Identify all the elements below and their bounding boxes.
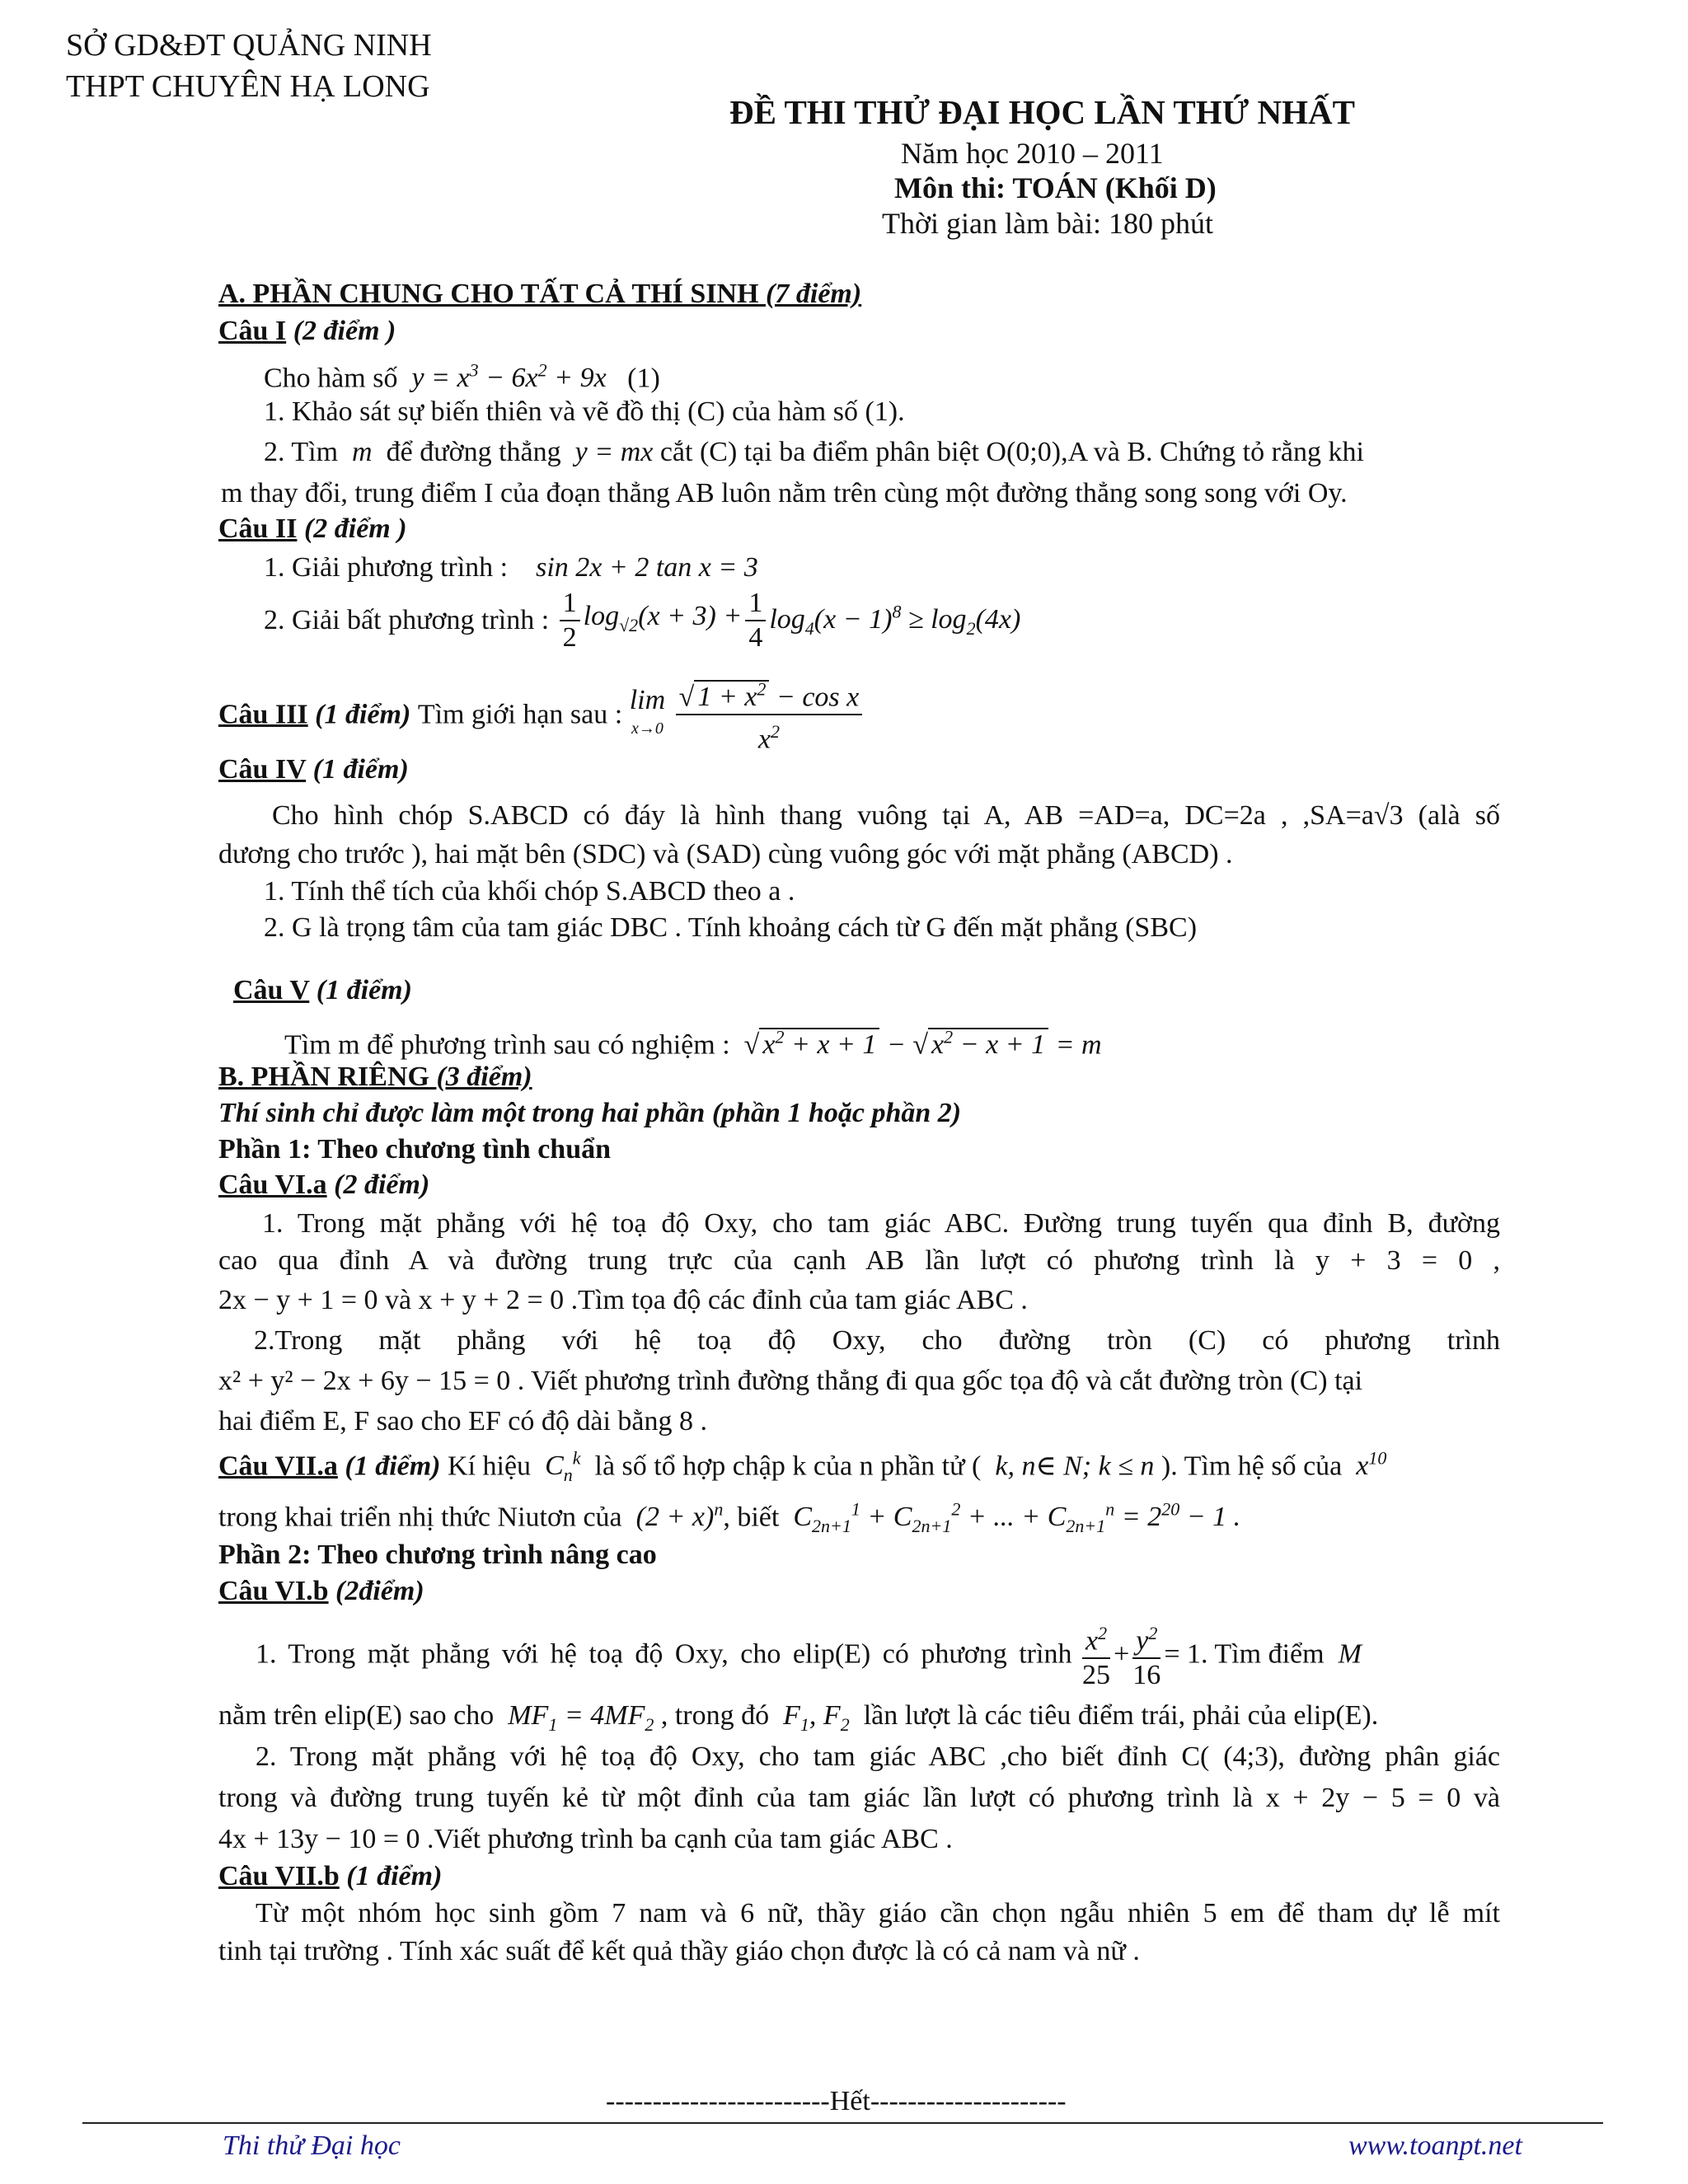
binomial: $(2 + x)^n$: [629, 1499, 724, 1533]
department-name: SỞ GD&ĐT QUẢNG NINH: [66, 28, 432, 63]
focal-condition: $MF_1 = 4MF_2$: [500, 1700, 654, 1735]
question-5-label: Câu V: [233, 975, 310, 1005]
question-7a-label: Câu VII.a: [218, 1451, 338, 1482]
item-2-text: 2. Giải bất phương trình :: [264, 605, 550, 635]
q7a-text-d: trong khai triển nhị thức Niutơn của: [218, 1502, 622, 1533]
question-6b-p2-line-3: 4x + 13y − 10 = 0 .Viết phương trình ba cạnh của tam giác ABC .: [218, 1824, 953, 1854]
function-intro: Cho hàm số: [264, 363, 398, 394]
item-2-part-c: cắt (C) tại ba điểm phân biệt O(0;0),A và B. Chứng tỏ rằng khi: [659, 437, 1364, 467]
function-formula: $y = x^3 - 6x^2 + 9x$: [404, 360, 607, 394]
question-4-label: Câu IV: [218, 754, 307, 785]
exam-duration: Thời gian làm bài: 180 phút: [882, 207, 1213, 240]
question-4-item-1: 1. Tính thể tích của khối chóp S.ABCD theo a .: [264, 876, 795, 907]
footer-website-link[interactable]: www.toanpt.net: [1348, 2130, 1522, 2161]
question-4-points: (1 điểm): [312, 754, 409, 785]
question-5-points: (1 điểm): [316, 975, 412, 1005]
question-7a-line-1: [218, 1441, 1386, 1493]
exam-title: ĐỀ THI THỬ ĐẠI HỌC LẦN THỨ NHẤT: [729, 93, 1356, 131]
question-6a-p2-line-1: 2.Trong mặt phẳng với hệ toạ độ Oxy, cho đường tròn (C) có phương trình: [254, 1325, 1500, 1356]
fraction-quarter: $\frac{1}{4}$: [745, 587, 766, 654]
exam-subject: Môn thi: TOÁN (Khối D): [894, 171, 1217, 204]
question-7a-points: (1 điểm): [345, 1451, 441, 1482]
q6b-text-a: 1. Trong mặt phẳng với hệ toạ độ Oxy, cho elip(E) có phương trình: [256, 1638, 1072, 1670]
question-6a-points: (2 điểm): [334, 1169, 430, 1200]
part-1-title: : Theo chương tình chuẩn: [302, 1134, 612, 1165]
question-4-line-1: Cho hình chóp S.ABCD có đáy là hình thang vuông tại A, AB =AD=a, DC=2a , ,SA=a√3 (alà số: [272, 800, 1500, 831]
q7a-text-e: , biết: [723, 1502, 780, 1533]
question-6b-p1-line-2: [218, 1698, 1378, 1743]
point-m: M: [1331, 1638, 1362, 1670]
question-1-intro: [264, 353, 660, 396]
school-name: THPT CHUYÊN HẠ LONG: [66, 69, 430, 104]
question-1-heading: [218, 316, 396, 347]
set-condition: k, n∈ N; k ≤ n: [987, 1451, 1161, 1482]
question-5-text: [284, 1019, 1102, 1063]
question-1-item-2: [264, 434, 1364, 471]
footer-divider: [82, 2122, 1603, 2124]
question-1-points: (2 điểm ): [293, 316, 396, 346]
question-3-points: (1 điểm): [315, 699, 411, 730]
question-6b-p1-line-1: 1. Trong mặt phẳng với hệ toạ độ Oxy, cho elip(E) có phương trình $\frac{x^2}{25}$ + $\frac{y^2}{16}$ = 1. Tìm điểm M: [256, 1617, 1362, 1692]
limit-fraction: $\frac{√ 1 + x^2 - \cos x}{x^2}$: [676, 673, 863, 757]
part-a-heading: [218, 279, 861, 310]
question-4-heading: [218, 754, 409, 785]
footer-left: Thi thử Đại học: [223, 2130, 401, 2161]
fraction-half: $\frac{1}{2}$: [560, 587, 580, 654]
question-2-item-2: [264, 587, 1020, 654]
ellipse-x-term: $\frac{x^2}{25}$: [1082, 1617, 1110, 1692]
log-expression: $\log_{√2}(x + 3)$ +: [583, 600, 743, 635]
combination-sum: $C_{2n+1}^1 + C_{2n+1}^2$ + ... + $C_{2n+1}^n = 2^{20} - 1$ .: [785, 1499, 1241, 1537]
question-6a-label: Câu VI.a: [218, 1169, 327, 1200]
part-2-heading: Phần 2: Theo chương trình nâng cao: [218, 1540, 657, 1570]
part-1-heading: [218, 1134, 611, 1165]
ellipse-y-term: $\frac{y^2}{16}$: [1132, 1617, 1160, 1692]
question-7b-line-1: Từ một nhóm học sinh gồm 7 nam và 6 nữ, thầy giáo cần chọn ngẫu nhiên 5 em để tham dự lễ mít: [256, 1898, 1500, 1929]
root-equation: √ $x^2 + x + 1$ − √ $x^2 - x + 1 = m$: [737, 1027, 1102, 1061]
question-3: [218, 673, 865, 757]
question-4-line-2: dương cho trước ), hai mặt bên (SDC) và (SAD) cùng vuông góc với mặt phẳng (ABCD) .: [218, 839, 1233, 869]
question-6b-label: Câu VI.b: [218, 1576, 329, 1606]
part-b-instruction: Thí sinh chỉ được làm một trong hai phần (phần 1 hoặc phần 2): [218, 1098, 962, 1128]
question-4-item-2: 2. G là trọng tâm của tam giác DBC . Tính khoảng cách từ G đến mặt phẳng (SBC): [264, 912, 1198, 943]
limit-operator: lim x→0: [629, 685, 666, 738]
q6b-text-d: , trong đó: [660, 1700, 770, 1731]
q7a-text-c: ). Tìm hệ số của: [1160, 1451, 1343, 1482]
question-6a-heading: [218, 1169, 429, 1201]
question-6b-p2-line-1: 2. Trong mặt phẳng với hệ toạ độ Oxy, cho tam giác ABC ,cho biết đỉnh C( (4;3), đường phân giác: [256, 1741, 1500, 1772]
end-marker: ------------------------Hết---------------------: [606, 2086, 1067, 2116]
question-1-item-1: 1. Khảo sát sự biến thiên và vẽ đồ thị (C) của hàm số (1).: [264, 396, 905, 427]
item-2-part-b: để đường thẳng: [386, 437, 561, 467]
question-7b-label: Câu VII.b: [218, 1861, 340, 1891]
log-expression-2: $\log_4(x - 1)^8 \ge \log_2(4x)$: [769, 601, 1021, 640]
question-5-prompt: Tìm m để phương trình sau có nghiệm :: [284, 1029, 730, 1061]
part-b-heading: [218, 1062, 532, 1093]
question-5-heading: [233, 975, 412, 1006]
question-1-label: Câu I: [218, 316, 287, 346]
question-6a-p2-line-2: x² + y² − 2x + 6y − 15 = 0 . Viết phương trình đường thẳng đi qua gốc tọa độ và cắt đường tròn (C) tại: [218, 1366, 1363, 1396]
param-m: m: [345, 437, 380, 467]
q7a-text-b: là số tổ hợp chập k của n phần tử (: [594, 1451, 982, 1482]
q6b-text-c: nằm trên elip(E) sao cho: [218, 1700, 495, 1731]
item-1-text: 1. Giải phương trình :: [264, 552, 509, 583]
q6b-text-e: lần lượt là các tiêu điểm trái, phải của elip(E).: [863, 1700, 1379, 1731]
question-2-points: (2 điểm ): [303, 513, 407, 544]
question-7b-heading: [218, 1861, 442, 1892]
part-a-points: (7 điểm): [766, 279, 862, 309]
question-2-label: Câu II: [218, 513, 298, 544]
q7a-text-a: Kí hiệu: [448, 1451, 532, 1482]
part-b-points: (3 điểm): [436, 1062, 532, 1092]
question-1-item-2-cont: m thay đổi, trung điểm I của đoạn thẳng AB luôn nằm trên cùng một đường thẳng song song với Oy.: [221, 478, 1348, 509]
line-equation: y = mx: [568, 437, 660, 467]
trig-equation: sin 2x + 2 tan x = 3: [536, 552, 758, 583]
part-a-title: A. PHẦN CHUNG CHO TẤT CẢ THÍ SINH: [218, 279, 759, 309]
question-7b-points: (1 điểm): [346, 1861, 443, 1891]
power-x10: $x^{10}$: [1348, 1448, 1387, 1482]
question-6b-p2-line-2: trong và đường trung tuyến kẻ từ một đỉnh của tam giác lần lượt có phương trình là x + 2y − 5 = 0 và: [218, 1783, 1500, 1813]
function-label: (1): [627, 363, 660, 394]
question-3-label: Câu III: [218, 699, 308, 730]
question-6b-points: (2điểm): [335, 1576, 424, 1606]
question-7b-line-2: tinh tại trường . Tính xác suất để kết quả thầy giáo chọn được là có cả nam và nữ .: [218, 1936, 1140, 1966]
combination-symbol: $C_n^k$: [537, 1448, 581, 1486]
foci: $F_1$, $F_2$: [776, 1700, 850, 1735]
item-2-part-a: 2. Tìm: [264, 437, 339, 467]
school-year: Năm học 2010 – 2011: [901, 137, 1164, 170]
question-2-item-1: [264, 550, 758, 586]
question-6b-heading: [218, 1576, 424, 1607]
limit-intro: Tìm giới hạn sau :: [417, 699, 623, 730]
q6b-text-b: . Tìm điểm: [1201, 1638, 1325, 1670]
question-7a-line-2: [218, 1492, 1240, 1544]
question-2-heading: [218, 513, 407, 545]
part-b-title: B. PHẦN RIÊNG: [218, 1062, 429, 1092]
question-6a-p2-line-3: hai điểm E, F sao cho EF có độ dài bằng 8 .: [218, 1406, 708, 1436]
question-6a-p1-line-1: 1. Trong mặt phẳng với hệ toạ độ Oxy, cho tam giác ABC. Đường trung tuyến qua đỉnh B, đường: [262, 1208, 1500, 1239]
question-6a-p1-line-2: cao qua đỉnh A và đường trung trực của cạnh AB lần lượt có phương trình là y + 3 = 0 ,: [218, 1245, 1500, 1276]
part-1-label: Phần 1: [218, 1134, 302, 1165]
question-6a-p1-line-3: 2x − y + 1 = 0 và x + y + 2 = 0 .Tìm tọa độ các đỉnh của tam giác ABC .: [218, 1285, 1028, 1315]
